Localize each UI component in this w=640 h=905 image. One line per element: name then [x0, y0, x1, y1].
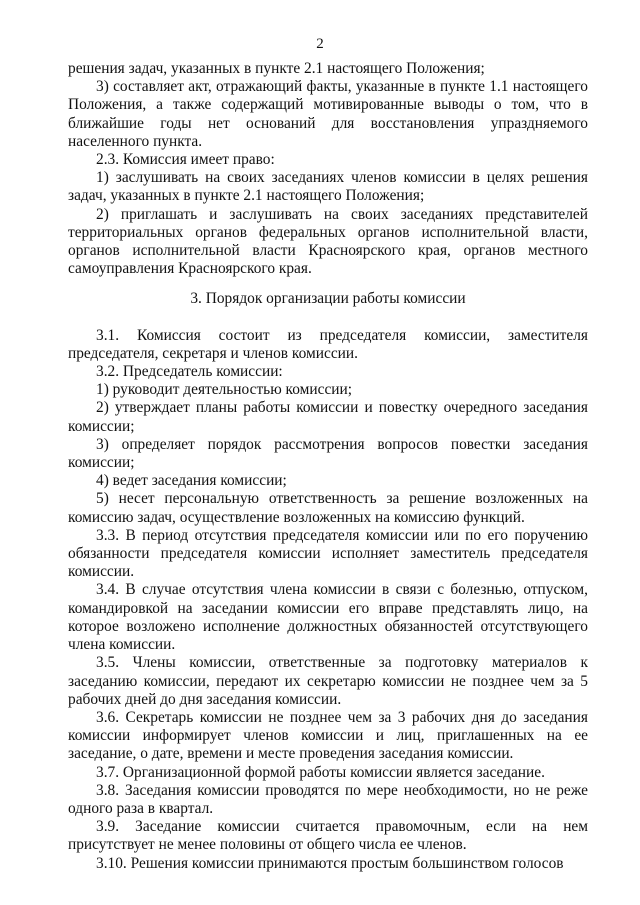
paragraph: 3.6. Секретарь комиссии не позднее чем за 3 рабочих дня до заседания комиссии информирует членов комиссии и лиц, приглашенных на ее заседание, о дате, времени и месте проведения заседания комиссии.	[68, 708, 588, 763]
paragraph: 3) составляет акт, отражающий факты, указанные в пункте 1.1 настоящего Положения, а также содержащий мотивированные выводы о том, что в ближайшие годы нет оснований для восстановления упраздняемого населенного пункта.	[68, 78, 588, 150]
paragraph: 3.10. Решения комиссии принимаются простым большинством голосов	[96, 854, 564, 872]
paragraph: 2) утверждает планы работы комиссии и повестку очередного заседания комиссии;	[68, 399, 588, 435]
paragraph: 3.7. Организационной формой работы комиссии является заседание.	[96, 763, 545, 781]
paragraph: 3.1. Комиссия состоит из председателя комиссии, заместителя председателя, секретаря и членов комиссии.	[68, 326, 588, 362]
document-body	[68, 60, 588, 873]
page-number: 2	[316, 36, 324, 52]
paragraph: 3.5. Члены комиссии, ответственные за подготовку материалов к заседанию комиссии, передают их секретарю комиссии не позднее чем за 5 рабочих дней до дня заседания комиссии.	[68, 654, 588, 708]
paragraph-continuation: решения задач, указанных в пункте 2.1 настоящего Положения;	[68, 60, 485, 77]
paragraph: 3.9. Заседание комиссии считается правомочным, если на нем присутствует не менее половины от общего числа ее членов.	[68, 818, 588, 854]
paragraph: 1) руководит деятельностью комиссии;	[96, 381, 353, 399]
paragraph: 3) определяет порядок рассмотрения вопросов повестки заседания комиссии;	[68, 435, 588, 472]
paragraph: 3.3. В период отсутствия председателя комиссии или по его поручению обязанности председателя комиссии исполняет заместитель председателя комиссии.	[68, 526, 588, 581]
paragraph: 4) ведет заседания комиссии;	[96, 472, 287, 490]
section-heading: 3. Порядок организации работы комиссии	[190, 290, 466, 308]
paragraph: 2) приглашать и заслушивать на своих заседаниях представителей территориальных органов федеральных органов исполнительной власти, органов исполнительной власти Красноярского края, органов местного самоуправления Красноярского края.	[68, 205, 588, 278]
paragraph: 3.4. В случае отсутствия члена комиссии в связи с болезнью, отпуском, командировкой на заседании комиссии его вправе представлять лицо, на которое возложено исполнение должностных обязанностей отсутствующего члена комиссии.	[68, 581, 588, 654]
paragraph: 2.3. Комиссия имеет право:	[96, 151, 275, 169]
paragraph: 3.8. Заседания комиссии проводятся по мере необходимости, но не реже одного раза в квартал.	[68, 781, 588, 817]
paragraph: 1) заслушивать на своих заседаниях членов комиссии в целях решения задач, указанных в пункте 2.1 настоящего Положения;	[68, 169, 588, 205]
paragraph: 3.2. Председатель комиссии:	[96, 363, 283, 381]
paragraph: 5) несет персональную ответственность за решение возложенных на комиссию задач, осуществление возложенных на комиссию функций.	[68, 490, 588, 526]
